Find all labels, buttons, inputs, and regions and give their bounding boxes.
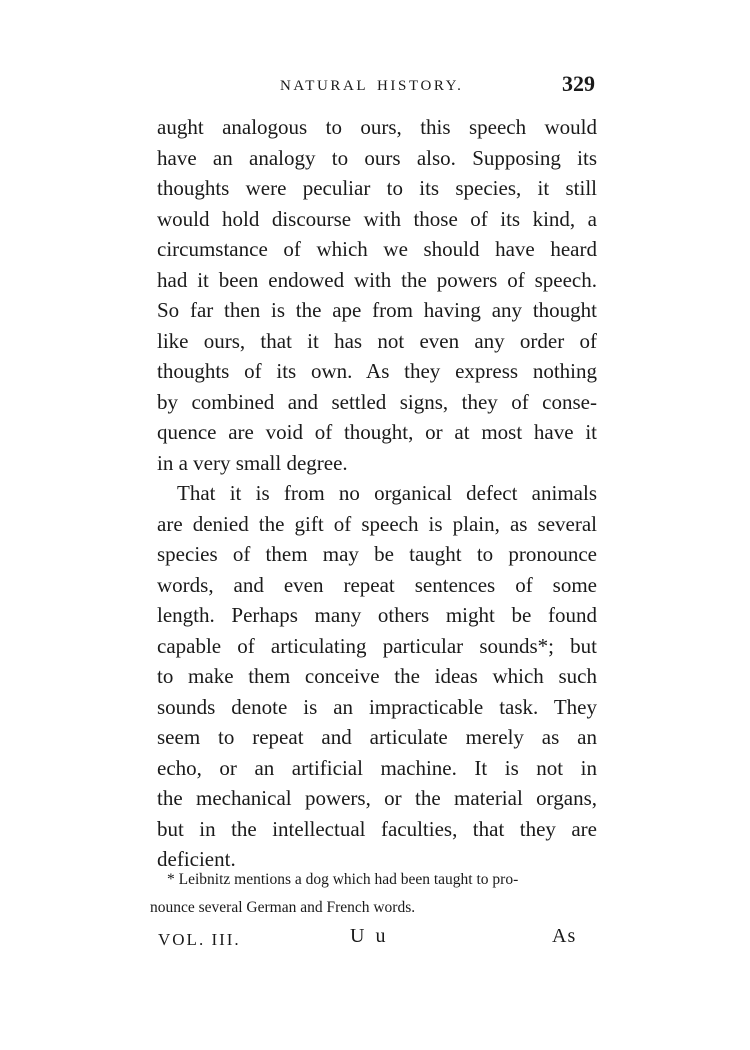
- text-line: have an analogy to ours also. Supposing its: [157, 145, 597, 170]
- text-line: circumstance of which we should have heard: [157, 237, 597, 261]
- text-line: capable of articulating particular sounds*; but: [157, 633, 597, 658]
- text-line: echo, or an artificial machine. It is not in: [157, 755, 597, 780]
- footnote: [150, 866, 590, 922]
- body-text: [157, 112, 597, 875]
- text-line: aught analogous to ours, this speech would: [157, 115, 597, 139]
- paragraph-end-line: in a very small degree.: [157, 450, 348, 475]
- catchword: As: [552, 925, 577, 947]
- text-line: the mechanical powers, or the material organs,: [157, 786, 597, 810]
- text-line: words, and even repeat sentences of some: [157, 572, 597, 597]
- volume-label: VOL. III.: [158, 930, 241, 949]
- text-line: quence are void of thought, or at most have it: [157, 420, 597, 444]
- text-line: thoughts of its own. As they express nothing: [157, 359, 597, 383]
- running-head-title: NATURAL HISTORY.: [280, 78, 464, 94]
- text-line: by combined and settled signs, they of conse-: [157, 389, 597, 414]
- text-line: like ours, that it has not even any order of: [157, 328, 597, 353]
- paragraph-start-line: That it is from no organical defect animals: [177, 481, 597, 505]
- text-line: So far then is the ape from having any thought: [157, 298, 597, 322]
- text-line: to make them conceive the ideas which such: [157, 664, 597, 688]
- text-line: species of them may be taught to pronounce: [157, 542, 597, 566]
- footnote-line: nounce several German and French words.: [150, 899, 416, 916]
- text-line: but in the intellectual faculties, that they are: [157, 816, 597, 841]
- text-line: sounds denote is an impracticable task. They: [157, 694, 597, 719]
- text-line: length. Perhaps many others might be found: [157, 603, 597, 627]
- paragraph-end-line: deficient.: [157, 847, 236, 871]
- text-line: had it been endowed with the powers of speech.: [157, 267, 597, 292]
- signature-mark: U u: [350, 925, 389, 947]
- footnote-line: * Leibnitz mentions a dog which had been taught to pro-: [167, 871, 519, 888]
- page-number: 329: [562, 71, 595, 96]
- text-line: seem to repeat and articulate merely as an: [157, 725, 597, 749]
- text-line: are denied the gift of speech is plain, as several: [157, 511, 597, 536]
- text-line: thoughts were peculiar to its species, it still: [157, 176, 597, 200]
- text-line: would hold discourse with those of its kind, a: [157, 206, 597, 231]
